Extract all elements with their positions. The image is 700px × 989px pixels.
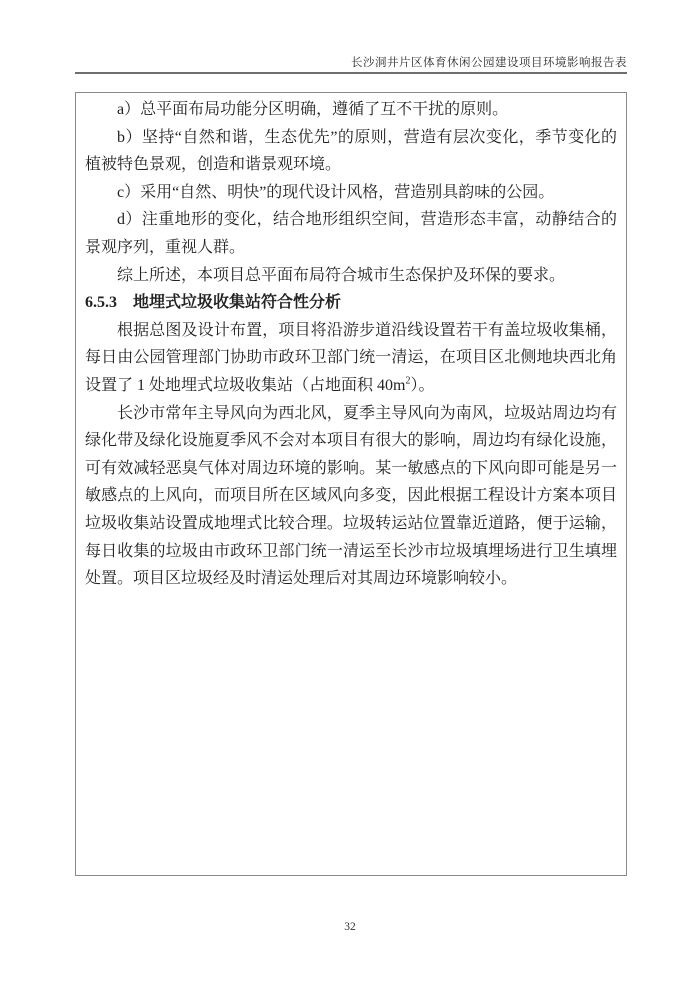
paragraph-wind: 长沙市常年主导风向为西北风，夏季主导风向为南风，垃圾站周边均有绿化带及绿化设施夏季风不会对本项目有很大的影响，周边均有绿化设施，可有效减轻恶臭气体对周边环境的影响。某一敏感点的下风向即可能是另一敏感点的上风向，而项目所在区域风向多变，因此根据工程设计方案本项目垃圾收集站设置成地埋式比较合理。垃圾转运站位置靠近道路，便于运输，每日收集的垃圾由市政环卫部门统一清运至长沙市垃圾填埋场进行卫生填埋处置。项目区垃圾经及时清运处理后对其周边环境影响较小。 [85,404,617,588]
trash-station-text-end: ）。 [410,376,435,394]
paragraph-c: c）采用“自然、明快”的现代设计风格，营造别具韵味的公园。 [117,183,555,201]
paragraph-summary: 综上所述，本项目总平面布局符合城市生态保护及环保的要求。 [117,266,566,284]
page-number: 32 [344,921,356,933]
section-heading: 6.5.3 地埋式垃圾收集站符合性分析 [85,294,342,312]
superscript-square: 2 [405,375,411,387]
header-rule [75,72,627,74]
content-border-box [75,92,627,876]
paragraph-d: d）注重地形的变化，结合地形组织空间，营造形态丰富，动静结合的景观序列，重视人群。 [85,211,617,256]
page-header: 长沙洞井片区体育休闲公园建设项目环境影响报告表 [351,57,627,69]
paragraph-b: b）坚持“自然和谐，生态优先”的原则，营造有层次变化，季节变化的植被特色景观，创造和谐景观环境。 [85,128,617,174]
paragraph-trash-station [85,317,617,400]
paragraph-a: a）总平面布局功能分区明确，遵循了互不干扰的原则。 [117,101,509,118]
trash-station-text: 根据总图及设计布置，项目将沿游步道沿线设置若干有盖垃圾收集桶，每日由公园管理部门协助市政环卫部门统一清运，在项目区北侧地块西北角设置了 1 处地埋式垃圾收集站（占地面积 40m [85,321,617,394]
